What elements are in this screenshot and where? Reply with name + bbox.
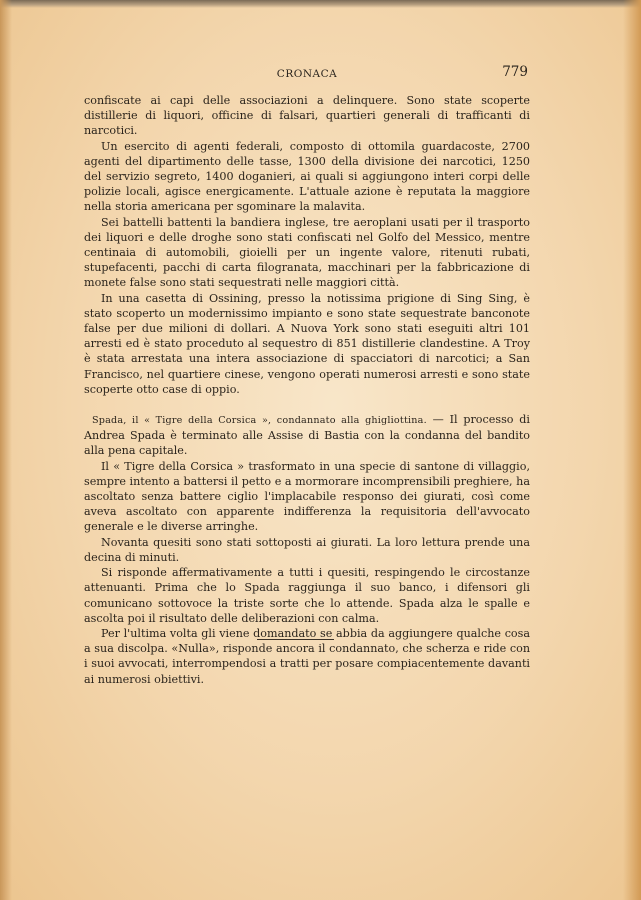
paragraph: Per l'ultima volta gli viene domandato se abbia da aggiungere qualche cosa a sua discolpa. «Nulla», risponde ancora il condannato, che scherza e ride con i suoi avvocati, interrompendosi a tratti per posare compiacentemente davanti ai numerosi obiettivi. — [84, 626, 530, 686]
section-lead-paragraph — [84, 412, 530, 459]
page-left-edge — [0, 0, 12, 900]
paragraph: confiscate ai capi delle associazioni a delinquere. Sono state scoperte distillerie di liquori, officine di falsari, quartieri generali di trafficanti di narcotici. — [84, 94, 530, 138]
paragraph: Si risponde affermativamente a tutti i quesiti, respingendo le circostanze attenuanti. Prima che lo Spada raggiunga il suo banco, i difensori gli comunicano sottovoce la triste sorte che lo attende. Spada alza le spalle e ascolta poi il risultato delle deliberazioni con calma. — [84, 566, 530, 625]
page-number: 779 — [502, 64, 528, 80]
section-lead-text: — Il processo di Andrea Spada è terminato alle Assise di Bastia con la condanna del bandito alla pena capitale. — [84, 413, 530, 458]
end-rule-divider — [257, 639, 334, 640]
running-head — [84, 64, 530, 82]
page-top-shadow — [0, 0, 641, 8]
paragraph: Un esercito di agenti federali, composto di ottomila guardacoste, 2700 agenti del dipartimento delle tasse, 1300 della divisione dei narcotici, 1250 del servizio segreto, 1400 doganieri, ai quali si aggiungono interi corpi delle polizie locali, agisce energicamente. L'attuale azione è reputata la maggiore nella storia americana per sgominare la malavita. — [84, 139, 530, 214]
paragraph: Il « Tigre della Corsica » trasformato in una specie di santone di villaggio, sempre intento a battersi il petto e a mormorare incomprensibili preghiere, ha ascoltato senza battere ciglio l'implacabile responso dei giurati, così come aveva ascoltato con apparente indifferenza la requisitoria dell'avvocato generale e le diverse arringhe. — [84, 459, 530, 534]
paragraph: Novanta quesiti sono stati sottoposti ai giurati. La loro lettura prende una decina di minuti. — [84, 535, 530, 564]
paragraph: In una casetta di Ossining, presso la notissima prigione di Sing Sing, è stato scoperto un modernissimo impianto e sono state sequestrate banconote false per due milioni di dollari. A Nuova York sono stati eseguiti altri 101 arresti ed è stato proceduto al sequestro di 851 distillerie clandestine. A Troy è stata arrestata una intera associazione di spacciatori di narcotici; a San Francisco, nel quartiere cinese, vengono operati numerosi arresti e sono state scoperte otto case di oppio. — [84, 291, 530, 396]
running-title: CRONACA — [276, 68, 338, 80]
article-text — [84, 93, 530, 687]
page-right-edge — [623, 0, 641, 900]
section-heading: Spada, il « Tigre della Corsica », condannato alla ghigliottina. — [92, 415, 427, 427]
paragraph: Sei battelli battenti la bandiera inglese, tre aeroplani usati per il trasporto dei liquori e delle droghe sono stati confiscati nel Golfo del Messico, mentre centinaia di automobili, gioielli per un ingente valore, ritenuti rubati, stupefacenti, pacchi di carta filogranata, macchinari per la fabbricazione di monete false sono stati sequestrati nelle maggiori città. — [84, 215, 530, 290]
